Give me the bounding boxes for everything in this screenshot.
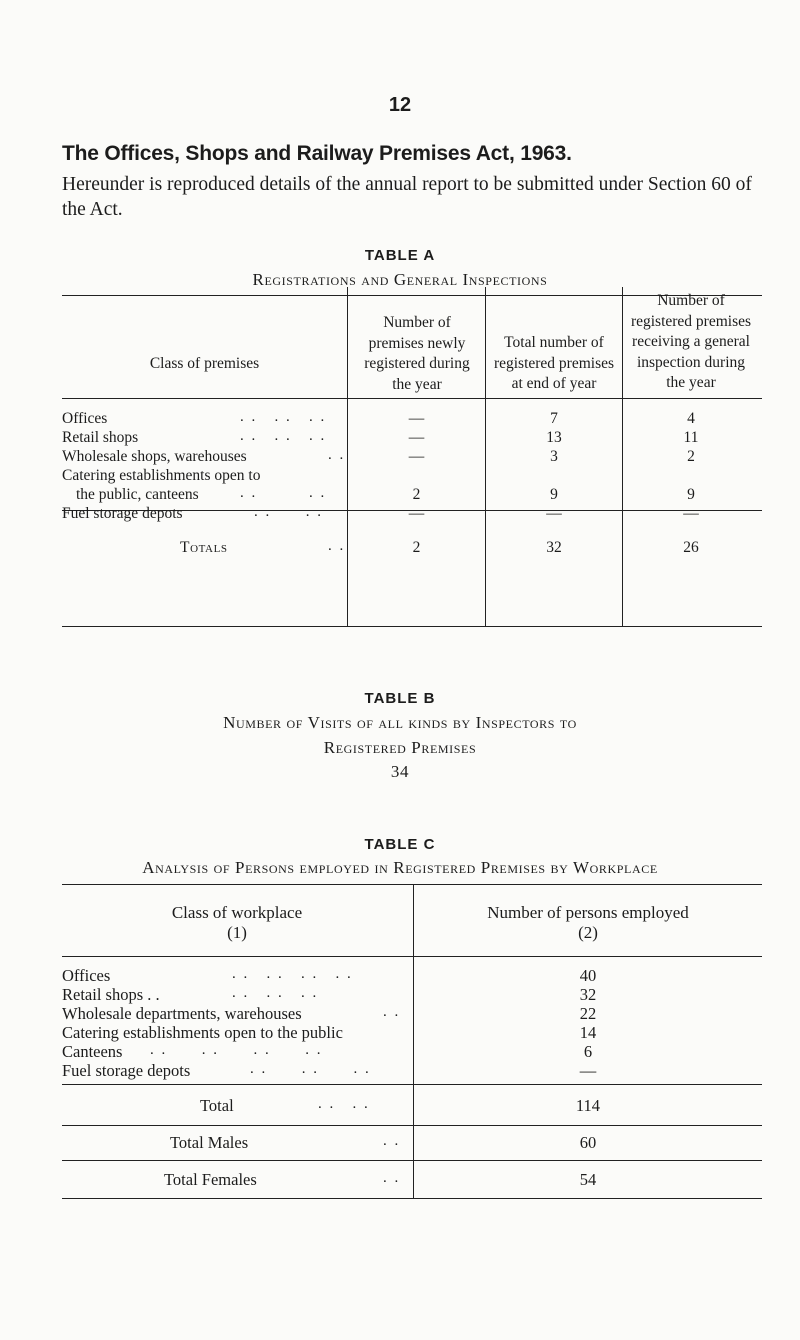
leader-dots: . . . . [254,504,323,520]
table-a-bottom-rule [62,626,762,627]
leader-dots: . . . . . . [240,428,327,444]
newly-registered-value: 2 [412,486,421,503]
leader-dots: . . . . . . . . [232,966,353,982]
table-c-header-class: Class of workplace [171,903,303,922]
leader-dots: . . . . [240,485,327,501]
table-b-subtitle-line-2: Registered Premises [323,738,477,757]
totals-inspected: 26 [683,539,699,556]
table-c-total-bottom-rule [62,1125,762,1126]
table-c-top-rule [62,884,762,885]
newly-registered-value: — [408,448,425,465]
row-label: Canteens [62,1042,123,1061]
leader-dots: . . [383,1170,401,1186]
persons-value: 22 [579,1004,597,1023]
leader-dots: . . . . . . [232,985,319,1001]
table-c-label: TABLE C [364,836,436,853]
table-a-header-newly-registered: Number of premises newly registered during the year [364,314,470,393]
inspected-value: — [683,505,699,522]
leader-dots: . . . . . . [240,409,327,425]
inspected-value: 11 [683,429,699,446]
table-c-bottom-rule [62,1198,762,1199]
totals-total-registered: 32 [546,539,562,556]
persons-value: 40 [579,966,597,985]
total-registered-value: 7 [550,410,558,427]
table-a-header-rule [62,398,762,399]
page-number: 12 [388,94,412,116]
table-a-subtitle: Registrations and General Inspections [252,270,548,289]
inspected-value: 9 [687,486,695,503]
inspected-value: 2 [687,448,695,465]
leader-dots: . . . . . . [250,1061,371,1077]
table-c-header-rule [62,956,762,957]
total-females-label: Total Females [164,1170,257,1189]
row-label: Wholesale shops, warehouses [62,448,247,465]
total-registered-value: — [546,505,562,522]
total-males-value: 60 [579,1133,597,1152]
row-label: Retail shops [62,429,139,446]
persons-value: 32 [579,985,597,1004]
row-label: Catering establishments open to the public [62,1023,343,1042]
total-registered-value: 3 [550,448,558,465]
table-c-header-class-num: (1) [227,923,247,942]
table-a-header-general-inspection: Number of registered premises receiving a general inspection during the year [630,292,752,391]
newly-registered-value: — [408,505,425,522]
newly-registered-value: — [408,429,425,446]
total-value: 114 [575,1096,601,1115]
table-b-value: 34 [390,762,410,781]
persons-value: — [579,1061,597,1080]
table-a-header-total-registered: Total number of registered premises at end of year [493,334,615,392]
leader-dots: . . . . [318,1096,370,1112]
table-c-subtitle: Analysis of Persons employed in Registered Premises by Workplace [142,858,658,877]
table-b-subtitle-line-1: Number of Visits of all kinds by Inspectors to [223,713,577,732]
row-label: Fuel storage depots [62,1061,191,1080]
table-a-header-class: Class of premises [149,355,260,372]
row-label: Wholesale departments, warehouses [62,1004,302,1023]
row-label: Retail shops . . [62,985,160,1004]
total-registered-value: 13 [546,429,562,446]
totals-newly-registered: 2 [412,539,421,556]
table-c-header-persons: Number of persons employed [487,903,689,922]
row-label-line-1: Catering establishments open to [62,467,261,484]
inspected-value: 4 [687,410,695,427]
leader-dots: . . [383,1133,401,1149]
table-c-males-rule [62,1160,762,1161]
document-title: The Offices, Shops and Railway Premises Act, 1963. [62,142,572,165]
persons-value: 6 [583,1042,593,1061]
totals-label: Totals [180,539,228,556]
newly-registered-value: — [408,410,425,427]
total-registered-value: 9 [550,486,558,503]
row-label: Offices [62,410,108,427]
leader-dots: . . . . . . . . [150,1042,323,1058]
table-b-label: TABLE B [364,690,436,707]
intro-paragraph: Hereunder is reproduced details of the annual report to be submitted under Section 60 of the Act. [62,174,752,220]
total-males-label: Total Males [170,1133,249,1152]
leader-dots: . . [383,1004,401,1020]
table-a-label: TABLE A [364,247,436,264]
row-label: Fuel storage depots [62,505,183,522]
table-c-total-rule [62,1084,762,1085]
persons-value: 14 [579,1023,597,1042]
leader-dots: . . [328,447,346,463]
leader-dots: . . [328,538,346,554]
total-females-value: 54 [579,1170,597,1189]
table-c-header-persons-num: (2) [578,923,598,942]
total-label: Total [200,1096,234,1115]
row-label: Offices [62,966,111,985]
row-label-line-2: the public, canteens [76,486,199,503]
